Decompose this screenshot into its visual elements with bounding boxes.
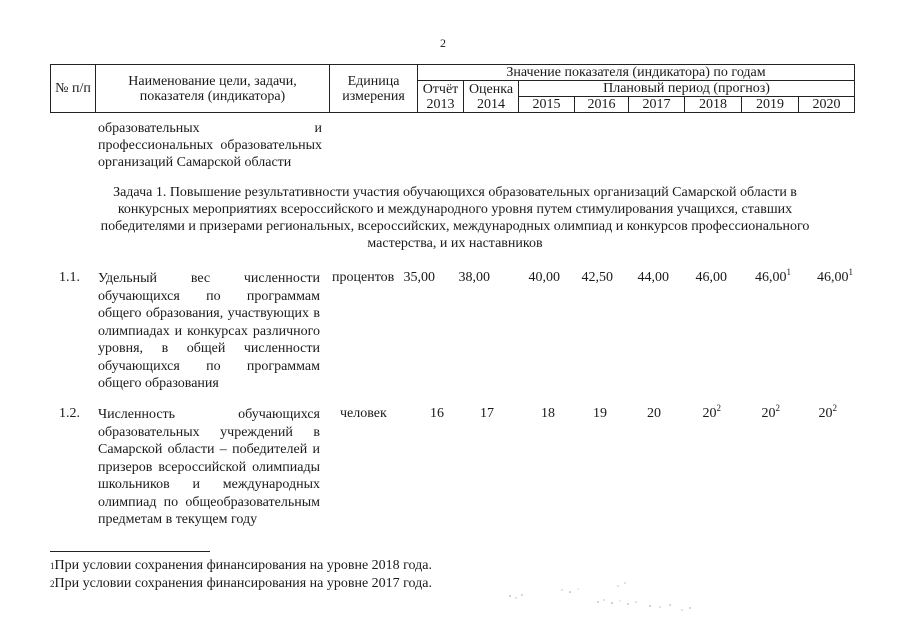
value-2013: 35,00	[403, 270, 435, 285]
footnote-mark: 1	[786, 267, 791, 277]
header-year-2020: 2020	[799, 97, 855, 113]
value-2014: 17	[480, 406, 494, 421]
header-year-2019: 2019	[742, 97, 799, 113]
row-number: 1.2.	[59, 406, 80, 421]
table-header	[50, 64, 855, 113]
footnote-mark: 2	[832, 403, 837, 413]
footnote-text: При условии сохранения финансирования на уровне 2018 года.	[54, 558, 432, 573]
scan-noise	[500, 580, 700, 620]
header-unit: Единица измерения	[330, 65, 418, 113]
value-2014: 38,00	[458, 270, 490, 285]
value-2017: 20	[647, 406, 661, 421]
header-year-2017: 2017	[629, 97, 685, 113]
header-year-2016: 2016	[575, 97, 629, 113]
footnote-marker: 2	[50, 579, 55, 589]
footnote-mark: 1	[848, 267, 853, 277]
row-unit: человек	[340, 406, 387, 421]
footnote-1	[50, 558, 432, 574]
row-name: Удельный вес численности обучающихся по программам общего образования, участвующих в олимпиадах и конкурсах различного уровня, в общей численности обучающихся по программам общего образования	[98, 271, 320, 391]
header-report-year: 2013	[426, 96, 455, 112]
footnote-text: При условии сохранения финансирования на уровне 2017 года.	[54, 576, 432, 591]
footnote-divider	[50, 551, 210, 552]
header-year-2015: 2015	[519, 97, 575, 113]
row-name: Численность обучающихся образовательных учреждений в Самарской области – победителей и призеров всероссийской олимпиады школьников и международных олимпиад по общеобразовательным предметам в текущем году	[98, 407, 320, 527]
header-plan: Плановый период (прогноз)	[519, 81, 855, 97]
header-report-label: Отчёт	[422, 81, 459, 97]
header-estimate-year: 2014	[477, 96, 505, 112]
value-2019: $20^2$	[761, 403, 780, 421]
value-2018: $20^2$	[702, 403, 721, 421]
value-2020: $20^2$	[818, 403, 837, 421]
footnote-mark: 2	[716, 403, 721, 413]
row-unit: процентов	[332, 270, 395, 285]
footnote-mark: 2	[775, 403, 780, 413]
page-number: 2	[440, 36, 446, 50]
value-2015: 40,00	[528, 270, 560, 285]
continuation-text: образовательных и профессиональных образовательных организаций Самарской области	[98, 121, 322, 170]
header-values: Значение показателя (индикатора) по годам	[418, 65, 855, 81]
task-heading: Задача 1. Повышение результативности участия обучающихся образовательных организаций Самарской области в конкурсных мероприятиях всероссийского и международного уровня путем стимулирования учащихся, ставших победителями и призерами региональных, всероссийских, международных олимпиад и конкурсов профессионального мастерства, и их наставников	[100, 185, 810, 251]
value-2018: 46,00	[695, 270, 727, 285]
header-report	[418, 81, 464, 113]
header-name: Наименование цели, задачи, показателя (индикатора)	[96, 65, 330, 113]
value-2016: 42,50	[581, 270, 613, 285]
footnote-marker: 1	[50, 561, 55, 571]
header-estimate	[464, 81, 519, 113]
value-2013: 16	[430, 406, 444, 421]
value-2020: 46,00$^1$	[817, 267, 853, 285]
value-2016: 19	[593, 406, 607, 421]
footnote-2	[50, 576, 432, 592]
row-number: 1.1.	[59, 270, 80, 285]
value-2015: 18	[541, 406, 555, 421]
header-num: № п/п	[51, 65, 96, 113]
header-year-2018: 2018	[685, 97, 742, 113]
value-2017: 44,00	[637, 270, 669, 285]
value-2019: 46,00$^1$	[755, 267, 791, 285]
header-estimate-label: Оценка	[468, 81, 514, 97]
